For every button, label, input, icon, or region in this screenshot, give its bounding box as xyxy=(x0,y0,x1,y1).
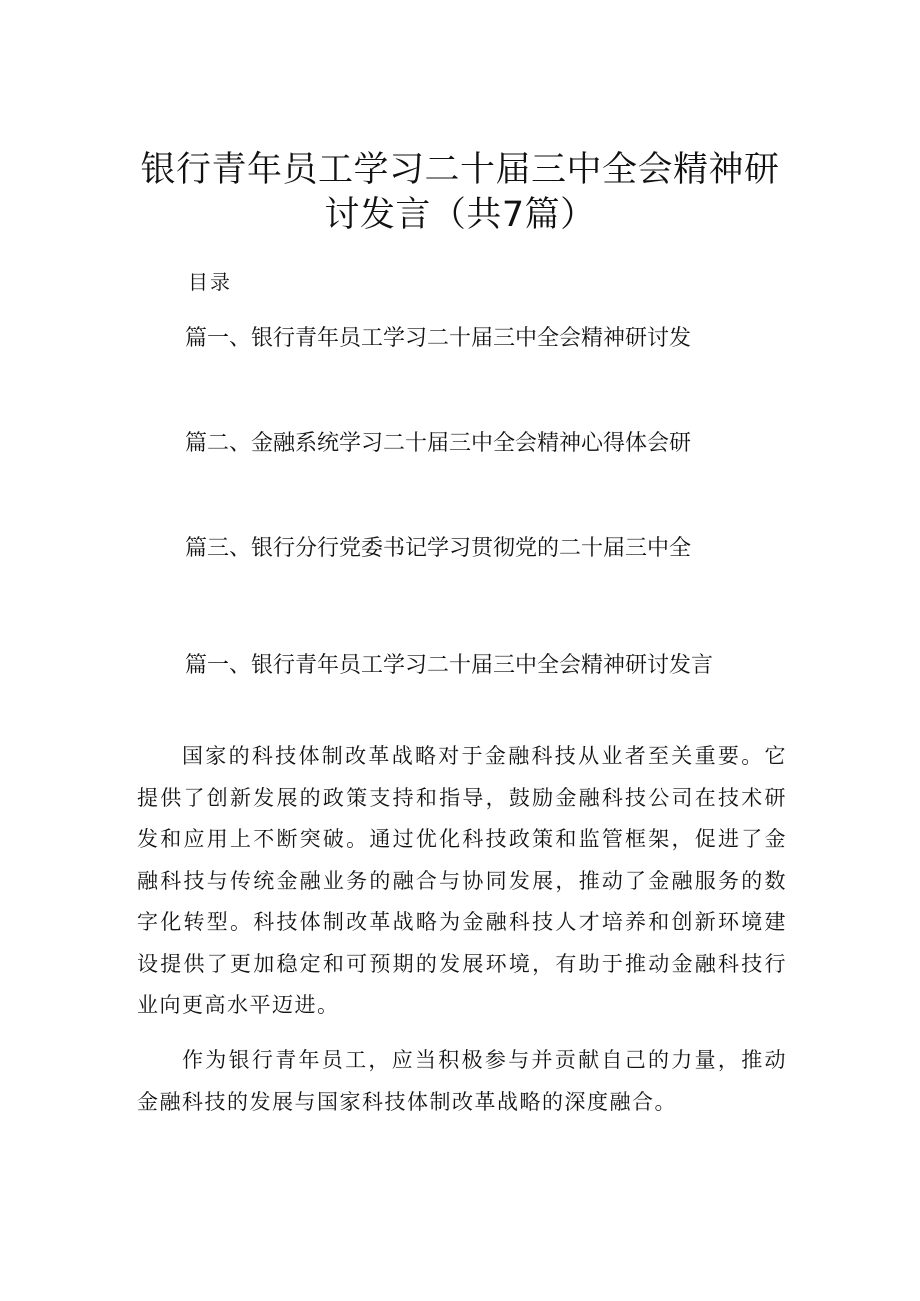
toc-item-2[interactable]: 篇二、金融系统学习二十届三中全会精神心得体会研 xyxy=(185,431,692,456)
document-title-line-2: 讨发言（共7篇） xyxy=(324,195,596,235)
toc-item-3[interactable]: 篇三、银行分行党委书记学习贯彻党的二十届三中全 xyxy=(185,536,692,561)
body-paragraph-1: 国家的科技体制改革战略对于金融科技从业者至关重要。它提供了创新发展的政策支持和指导，鼓励金融科技公司在技术研发和应用上不断突破。通过优化科技政策和监管框架，促进了金融科技与传统金融业务的融合与协同发展，推动了金融服务的数字化转型。科技体制改革战略为金融科技人才培养和创新环境建设提供了更加稳定和可预期的发展环境，有助于推动金融科技行业向更高水平迈进。 xyxy=(137,744,787,1017)
toc-label: 目录 xyxy=(188,270,232,294)
body-paragraph-2: 作为银行青年员工，应当积极参与并贡献自己的力量，推动金融科技的发展与国家科技体制改革战略的深度融合。 xyxy=(137,1048,787,1114)
document-title-line-1: 银行青年员工学习二十届三中全会精神研 xyxy=(140,150,780,190)
section-heading: 篇一、银行青年员工学习二十届三中全会精神研讨发言 xyxy=(185,653,714,678)
toc-item-1[interactable]: 篇一、银行青年员工学习二十届三中全会精神研讨发 xyxy=(185,326,692,351)
